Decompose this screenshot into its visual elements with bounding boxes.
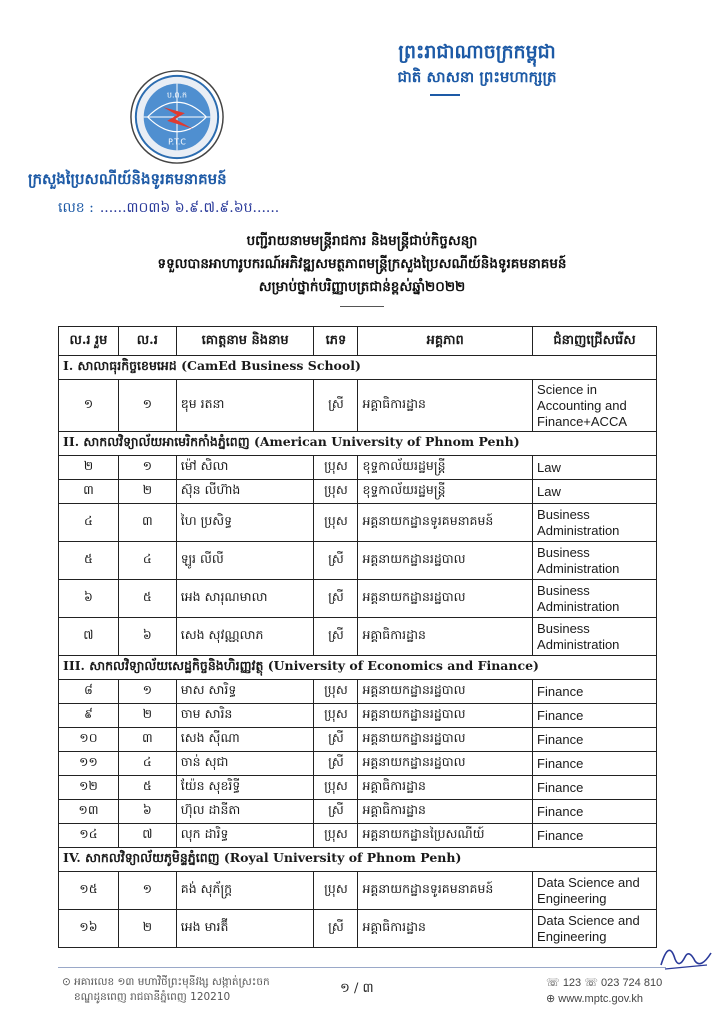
header-ornament: [430, 94, 460, 96]
logo-bottom-text: P.T.C: [168, 137, 186, 147]
section-row: [59, 656, 657, 680]
unit-cell: អគ្គាធិការដ្ឋាន: [358, 776, 533, 800]
table-row: [59, 800, 657, 824]
table-row: [59, 872, 657, 910]
name-cell: អេង សារុណមាលា: [176, 580, 314, 618]
name-cell: អេង មារត៊ី: [176, 910, 314, 948]
table-row: [59, 680, 657, 704]
no-cell: ៤: [118, 752, 176, 776]
name-cell: ឡូរ លីលី: [176, 542, 314, 580]
name-cell: ឌុម រតនា: [176, 380, 314, 432]
table-row: [59, 776, 657, 800]
website-line: ⊕ www.mptc.gov.kh: [546, 993, 644, 1005]
no-cell: ៦: [118, 618, 176, 656]
no-cell: ១: [118, 680, 176, 704]
total-no-cell: ១៣: [59, 800, 119, 824]
total-no-cell: ៥: [59, 542, 119, 580]
skill-cell: Data Science and Engineering: [533, 872, 657, 910]
no-cell: ២: [118, 910, 176, 948]
sex-cell: ស្រី: [314, 752, 358, 776]
name-cell: ស៊ុន លីហ៊ាង: [176, 480, 314, 504]
table-row: [59, 480, 657, 504]
sex-cell: ប្រុស: [314, 680, 358, 704]
table-row: [59, 542, 657, 580]
kingdom-title: ព្រះរាជាណាចក្រកម្ពុជា: [398, 41, 556, 63]
no-cell: ៥: [118, 776, 176, 800]
total-no-cell: ១៦: [59, 910, 119, 948]
total-no-cell: ១១: [59, 752, 119, 776]
total-no-cell: ១២: [59, 776, 119, 800]
skill-cell: Finance: [533, 824, 657, 848]
skill-cell: Business Administration: [533, 542, 657, 580]
sex-cell: ស្រី: [314, 800, 358, 824]
reference-value: ......៣០៣៦ ៦.៩.៧.៩.៦ប......: [99, 200, 280, 216]
no-cell: ៤: [118, 542, 176, 580]
skill-cell: Law: [533, 480, 657, 504]
unit-cell: អគ្គាធិការដ្ឋាន: [358, 618, 533, 656]
sex-cell: ស្រី: [314, 618, 358, 656]
total-no-cell: ៣: [59, 480, 119, 504]
sex-cell: ស្រី: [314, 580, 358, 618]
total-no-cell: ១: [59, 380, 119, 432]
skill-cell: Finance: [533, 728, 657, 752]
unit-cell: អគ្គាធិការដ្ឋាន: [358, 800, 533, 824]
scholarship-table: [58, 326, 657, 948]
name-cell: លុក ដារិទ្ធ: [176, 824, 314, 848]
table-row: [59, 704, 657, 728]
no-cell: ៥: [118, 580, 176, 618]
skill-cell: Business Administration: [533, 580, 657, 618]
name-cell: សេង សុវណ្ណលាភ: [176, 618, 314, 656]
document-title-line1: បញ្ជីរាយនាមមន្ត្រីរាជការ និងមន្ត្រីជាប់កិច្ចសន្យា: [246, 233, 478, 249]
section-row: [59, 848, 657, 872]
website-text: www.mptc.gov.kh: [558, 993, 644, 1005]
skill-cell: Finance: [533, 800, 657, 824]
table-row: [59, 580, 657, 618]
section-title: I. សាលាធុរកិច្ចខេមអេដ (CamEd Business School): [59, 356, 657, 380]
name-cell: ហៃ ប្រសិទ្ធ: [176, 504, 314, 542]
unit-cell: ខុទ្ទកាល័យរដ្ឋមន្ត្រី: [358, 456, 533, 480]
no-cell: ៣: [118, 504, 176, 542]
total-no-cell: ៩: [59, 704, 119, 728]
phone-text: 123 ☏ 023 724 810: [562, 977, 663, 989]
kingdom-motto: ជាតិ សាសនា ព្រះមហាក្សត្រ: [397, 68, 557, 86]
col-header-skill: ជំនាញជ្រើសរើស: [533, 327, 657, 356]
table-row: [59, 456, 657, 480]
table-body: [59, 356, 657, 948]
footer-address: [62, 975, 270, 1005]
no-cell: ១: [118, 380, 176, 432]
skill-cell: Data Science and Engineering: [533, 910, 657, 948]
table-row: [59, 824, 657, 848]
table-row: [59, 752, 657, 776]
name-cell: ហ៊ុល ដានីតា: [176, 800, 314, 824]
total-no-cell: ៤: [59, 504, 119, 542]
no-cell: ២: [118, 704, 176, 728]
skill-cell: Business Administration: [533, 504, 657, 542]
section-row: [59, 356, 657, 380]
name-cell: មាស សារិទ្ធ: [176, 680, 314, 704]
document-title-line2: ទទួលបានអាហារូបករណ៍អភិវឌ្ឍសមត្ថភាពមន្ត្រីក្រសួងប្រៃសណីយ៍និងទូរគមនាគមន៍: [157, 256, 567, 272]
signature-mark: [655, 935, 715, 975]
sex-cell: ប្រុស: [314, 504, 358, 542]
skill-cell: Law: [533, 456, 657, 480]
unit-cell: អគ្គនាយកដ្ឋានរដ្ឋបាល: [358, 542, 533, 580]
sex-cell: ប្រុស: [314, 824, 358, 848]
sex-cell: ប្រុស: [314, 872, 358, 910]
skill-cell: Science in Accounting and Finance+ACCA: [533, 380, 657, 432]
unit-cell: អគ្គនាយកដ្ឋានរដ្ឋបាល: [358, 704, 533, 728]
sex-cell: ប្រុស: [314, 480, 358, 504]
skill-cell: Finance: [533, 776, 657, 800]
total-no-cell: ៧: [59, 618, 119, 656]
title-ornament: [340, 306, 384, 307]
total-no-cell: ២: [59, 456, 119, 480]
total-no-cell: ១៤: [59, 824, 119, 848]
section-row: [59, 432, 657, 456]
name-cell: ចាន់ សុជា: [176, 752, 314, 776]
col-header-sex: ភេទ: [314, 327, 358, 356]
name-cell: គង់ សុភ័ក្រ្ត: [176, 872, 314, 910]
unit-cell: អគ្គនាយកដ្ឋានរដ្ឋបាល: [358, 752, 533, 776]
total-no-cell: ១០: [59, 728, 119, 752]
section-title: II. សាកលវិទ្យាល័យអាមេរិកកាំងភ្នំពេញ (American University of Phnom Penh): [59, 432, 657, 456]
name-cell: ចាម សារិន: [176, 704, 314, 728]
unit-cell: អគ្គនាយកដ្ឋានរដ្ឋបាល: [358, 580, 533, 618]
section-title: III. សាកលវិទ្យាល័យសេដ្ឋកិច្ចនិងហិរញ្ញវត្ថុ (University of Economics and Finance): [59, 656, 657, 680]
unit-cell: អគ្គាធិការដ្ឋាន: [358, 380, 533, 432]
phone-line: ☏ 123 ☏ 023 724 810: [546, 977, 663, 989]
col-header-unit: អគ្គភាព: [358, 327, 533, 356]
unit-cell: អគ្គនាយកដ្ឋានរដ្ឋបាល: [358, 728, 533, 752]
skill-cell: Business Administration: [533, 618, 657, 656]
sex-cell: ស្រី: [314, 542, 358, 580]
footer-divider: [58, 967, 666, 968]
col-header-total-no: ល.រ រួម: [59, 327, 119, 356]
total-no-cell: ៦: [59, 580, 119, 618]
address-line1-text: អគារលេខ ១៣ មហាវិថីព្រះមុនីវង្ស សង្កាត់ស្រះចក: [74, 976, 270, 988]
skill-cell: Finance: [533, 752, 657, 776]
no-cell: ៣: [118, 728, 176, 752]
unit-cell: អគ្គនាយកដ្ឋានរដ្ឋបាល: [358, 680, 533, 704]
address-line2: ខណ្ឌដូនពេញ រាជធានីភ្នំពេញ 120210: [74, 991, 231, 1003]
table-row: [59, 728, 657, 752]
sex-cell: ប្រុស: [314, 704, 358, 728]
ministry-logo: [128, 68, 226, 166]
sex-cell: ប្រុស: [314, 456, 358, 480]
sex-cell: ស្រី: [314, 910, 358, 948]
address-line1: ⊙ អគារលេខ ១៣ មហាវិថីព្រះមុនីវង្ស សង្កាត់ស្រះចក: [62, 976, 270, 988]
unit-cell: ខុទ្ទកាល័យរដ្ឋមន្ត្រី: [358, 480, 533, 504]
no-cell: ១: [118, 456, 176, 480]
reference-number: [58, 198, 279, 219]
no-cell: ៦: [118, 800, 176, 824]
skill-cell: Finance: [533, 704, 657, 728]
unit-cell: អគ្គនាយកដ្ឋានប្រៃសណីយ៍: [358, 824, 533, 848]
reference-label: លេខ :: [58, 200, 94, 216]
total-no-cell: ១៥: [59, 872, 119, 910]
table-row: [59, 380, 657, 432]
table-row: [59, 504, 657, 542]
document-title-line3: សម្រាប់ថ្នាក់បរិញ្ញាបត្រជាន់ខ្ពស់ឆ្នាំ២០២២: [258, 279, 466, 295]
table-row: [59, 910, 657, 948]
logo-top-text: ប.ព.ក: [167, 90, 187, 100]
total-no-cell: ៨: [59, 680, 119, 704]
sex-cell: ស្រី: [314, 728, 358, 752]
col-header-no: ល.រ: [118, 327, 176, 356]
name-cell: សេង ស៊ីណា: [176, 728, 314, 752]
footer-contact: [546, 975, 662, 1007]
no-cell: ២: [118, 480, 176, 504]
unit-cell: អគ្គនាយកដ្ឋានទូរគមនាគមន៍: [358, 504, 533, 542]
col-header-name: គោត្តនាម និងនាម: [176, 327, 314, 356]
sex-cell: ប្រុស: [314, 776, 358, 800]
table-header-row: [59, 327, 657, 356]
name-cell: ម៉ៅ សិលា: [176, 456, 314, 480]
name-cell: យ៉ែន សុខរិទ្ធី: [176, 776, 314, 800]
unit-cell: អគ្គនាយកដ្ឋានទូរគមនាគមន៍: [358, 872, 533, 910]
skill-cell: Finance: [533, 680, 657, 704]
sex-cell: ស្រី: [314, 380, 358, 432]
section-title: IV. សាកលវិទ្យាល័យភូមិន្ទភ្នំពេញ (Royal University of Phnom Penh): [59, 848, 657, 872]
ministry-name: ក្រសួងប្រៃសណីយ៍និងទូរគមនាគមន៍: [28, 170, 227, 188]
no-cell: ៧: [118, 824, 176, 848]
page-number: ១ / ៣: [340, 981, 374, 996]
no-cell: ១: [118, 872, 176, 910]
unit-cell: អគ្គាធិការដ្ឋាន: [358, 910, 533, 948]
table-row: [59, 618, 657, 656]
